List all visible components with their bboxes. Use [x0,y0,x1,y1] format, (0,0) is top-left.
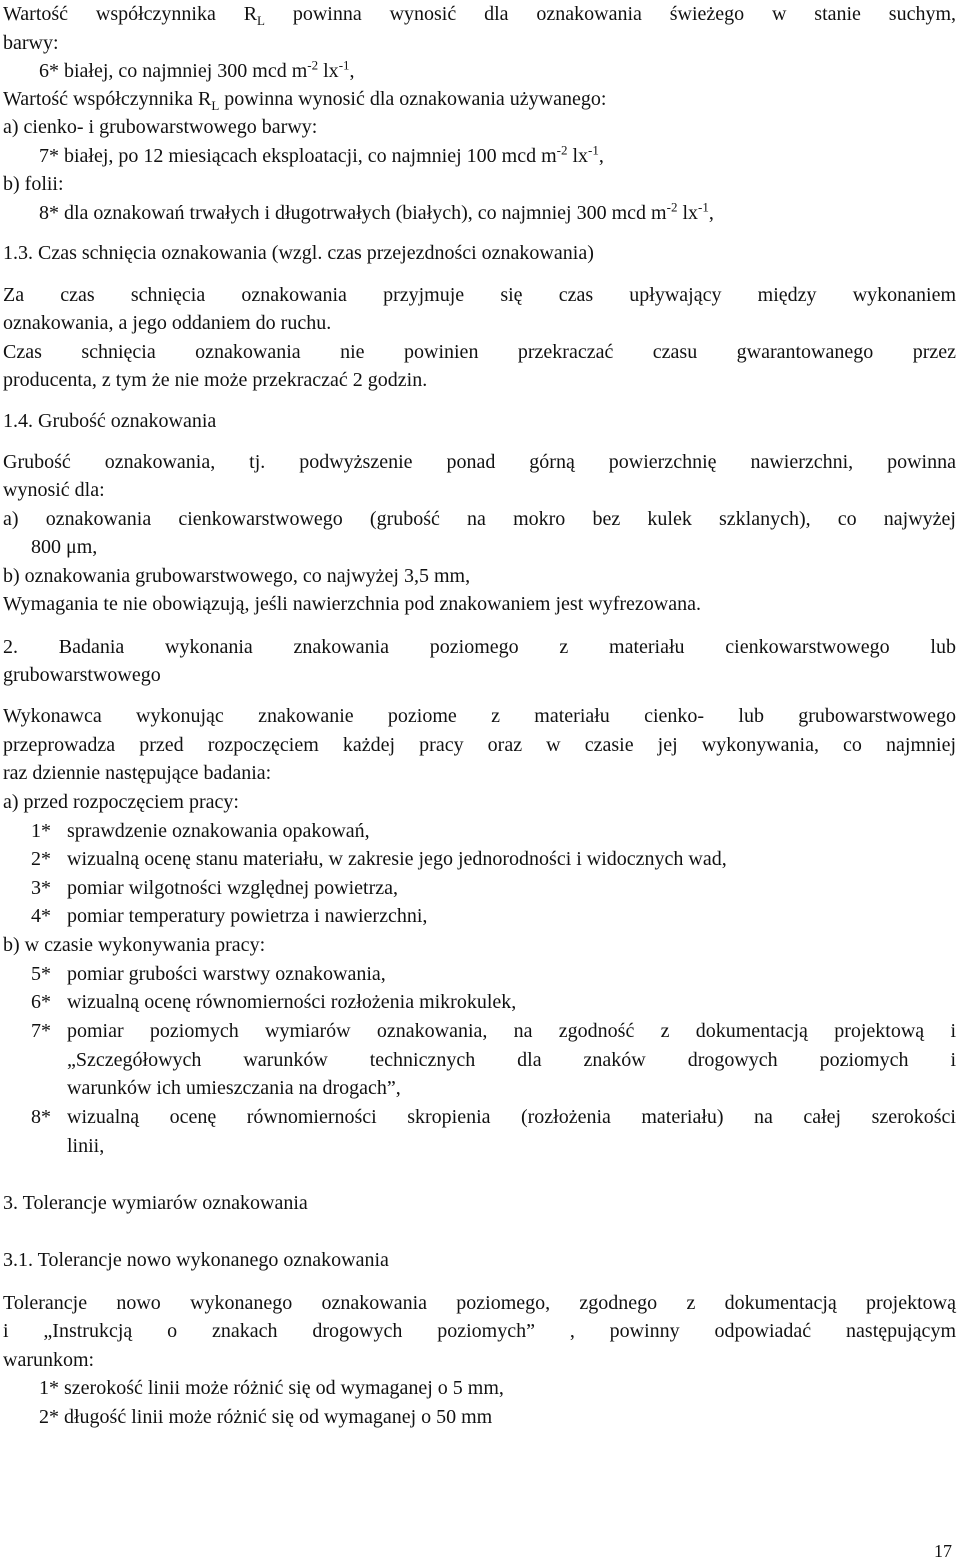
section-2-p-line3: raz dziennie następujące badania: [3,762,272,784]
section-3-1-p-line3: warunkom: [3,1349,95,1371]
section-2-heading-line2: grubowarstwowego [3,664,161,686]
section-3-1-heading: 3.1. Tolerancje nowo wykonanego oznakowania [3,1249,389,1271]
section-2-p-line1: Wykonawca wykonując znakowanie poziome z materiału cienko- lub grubowarstwowego [3,705,956,727]
rl-used-b: b) folii: [3,173,64,195]
section-1-3-p1-line2: oznakowania, a jego oddaniem do ruchu. [3,312,332,334]
section-1-3-p1-line1: Za czas schnięcia oznakowania przyjmuje się czas upływający między wykonaniem [3,284,956,306]
page-number: 17 [934,1541,952,1561]
section-3-heading: 3. Tolerancje wymiarów oznakowania [3,1192,308,1214]
rl-wet-line1: Wartość współczynnika $R_L$ powinna wynosić dla oznakowania świeżego w stanie suchym, [3,3,957,28]
section-3-1-item-1: 1* szerokość linii może różnić się od wymaganej o 5 mm, [39,1377,504,1399]
rl-wet-line2: barwy: [3,32,59,54]
section-1-4-b: b) oznakowania grubowarstwowego, co najwyżej 3,5 mm, [3,565,471,587]
rl-used-a: a) cienko- i grubowarstwowego barwy: [3,116,318,138]
section-2-heading-line1: 2. Badania wykonania znakowania poziomego z materiału cienkowarstwowego lub [3,636,956,658]
section-1-4-note: Wymagania te nie obowiązują, jeśli nawierzchnia pod znakowaniem jest wyfrezowana. [3,593,701,615]
rl-wet-item-6: 6* białej, co najmniej 300 mcd $m^{-2}$ $lx^{-1}$, [39,57,355,82]
section-1-3-p2-line2: producenta, z tym że nie może przekraczać 2 godzin. [3,369,428,391]
section-3-1-p-line2: i „Instrukcją o znakach drogowych poziomych” , powinny odpowiadać następującym [3,1320,956,1342]
section-2-b: b) w czasie wykonywania pracy: [3,934,266,956]
section-2-a: a) przed rozpoczęciem pracy: [3,791,239,813]
section-1-4-p1-line1: Grubość oznakowania, tj. podwyższenie ponad górną powierzchnię nawierzchni, powinna [3,451,956,473]
section-3-1-p-line1: Tolerancje nowo wykonanego oznakowania poziomego, zgodnego z dokumentacją projektową [3,1292,956,1314]
section-1-4-p1-line2: wynosić dla: [3,479,105,501]
section-1-3-heading: 1.3. Czas schnięcia oznakowania (wzgl. czas przejezdności oznakowania) [3,242,594,264]
section-3-1-item-2: 2* długość linii może różnić się od wymaganej o 50 mm [39,1406,493,1428]
rl-used-intro: Wartość współczynnika $R_L$ powinna wynosić dla oznakowania używanego: [3,88,607,113]
rl-used-item-8: 8* dla oznakowań trwałych i długotrwałych (białych), co najmniej 300 mcd $m^{-2}$ $lx^{-1}$, [39,199,714,224]
section-1-4-heading: 1.4. Grubość oznakowania [3,410,217,432]
section-1-3-p2-line1: Czas schnięcia oznakowania nie powinien przekraczać czasu gwarantowanego przez [3,341,956,363]
section-1-4-a-line1: a) oznakowania cienkowarstwowego (grubość na mokro bez kulek szklanych), co najwyżej [3,508,956,530]
rl-used-item-7: 7* białej, po 12 miesiącach eksploatacji, co najmniej 100 mcd $m^{-2}$ $lx^{-1}$, [39,142,604,167]
section-2-p-line2: przeprowadza przed rozpoczęciem każdej pracy oraz w czasie jej wykonywania, co najmniej [3,734,956,756]
document-page: Wartość współczynnika $R_L$ powinna wynosić dla oznakowania świeżego w stanie suchym, barwy: 6* białej, co najmniej 300 mcd $m^{-2}$ $lx^{-1}$, Wartość współczynnika $R_L$ powinna wynosić dla oznakowania używanego: a) cienko- i grubowarstwowego barwy: 7* białej, po 12 miesiącach eksploatacji, co najmniej 100 mcd $m^{-2}$ $lx^{-1}$, b) folii: 8* dla oznakowań trwałych i długotrwałych (białych), co najmniej 300 mcd $m^{-2}$ $lx^{-1}$, 1.3. Czas schnięcia oznakowania (wzgl. czas przejezdności oznakowania) Za czas schnięcia oznakowania przyjmuje się czas upływający między wykonaniem oznakowania, a jego oddaniem do ruchu. Czas schnięcia oznakowania nie powinien przekraczać czasu gwarantowanego przez producenta, z tym że nie może przekraczać 2 godzin. 1.4. Grubość oznakowania Grubość oznakowania, tj. podwyższenie ponad górną powierzchnię nawierzchni, powinna wynosić dla: a) oznakowania cienkowarstwowego (grubość na mokro bez kulek szklanych), co najwyżej 800 μm, b) oznakowania grubowarstwowego, co najwyżej 3,5 mm, Wymagania te nie obowiązują, jeśli nawierzchnia pod znakowaniem jest wyfrezowana. 2. Badania wykonania znakowania poziomego z materiału cienkowarstwowego lub grubowarstwowego Wykonawca wykonując znakowanie poziome z materiału cienko- lub grubowarstwowego przeprowadza przed rozpoczęciem każdej pracy oraz w czasie jej wykonywania, co najmniej raz dziennie następujące badania: a) przed rozpoczęciem pracy: 1* sprawdzenie oznakowania opakowań, 2* wizualną ocenę stanu materiału, w zakresie jego jednorodności i widocznych wad, 3* pomiar wilgotności względnej powietrza, 4* pomiar temperatury powietrza i nawierzchni, b) w czasie wykonywania pracy: 5* pomiar grubości warstwy oznakowania, 6* wizualną ocenę równomierności rozłożenia mikrokulek, 7* pomiar poziomych wymiarów oznakowania, na zgodność z dokumentacją projektową i „Szczegółowych warunków technicznych dla znaków drogowych poziomych i warunków ich umieszczania na drogach”, 8* wizualną ocenę równomierności skropienia (rozłożenia materiału) na całej szerokości linii, 3. Tolerancje wymiarów oznakowania 3.1. Tolerancje nowo wykonanego oznakowania Tolerancje nowo wykonanego oznakowania poziomego, zgodnego z dokumentacją projektową i „Instrukcją o znakach drogowych poziomych” , powinny odpowiadać następującym warunkom: 1* szerokość linii może różnić się od wymaganej o 5 mm, 2* długość linii może różnić się od wymaganej o 50 mm 17 [3,3,957,1561]
section-1-4-a-line2: 800 μm, [31,536,98,558]
